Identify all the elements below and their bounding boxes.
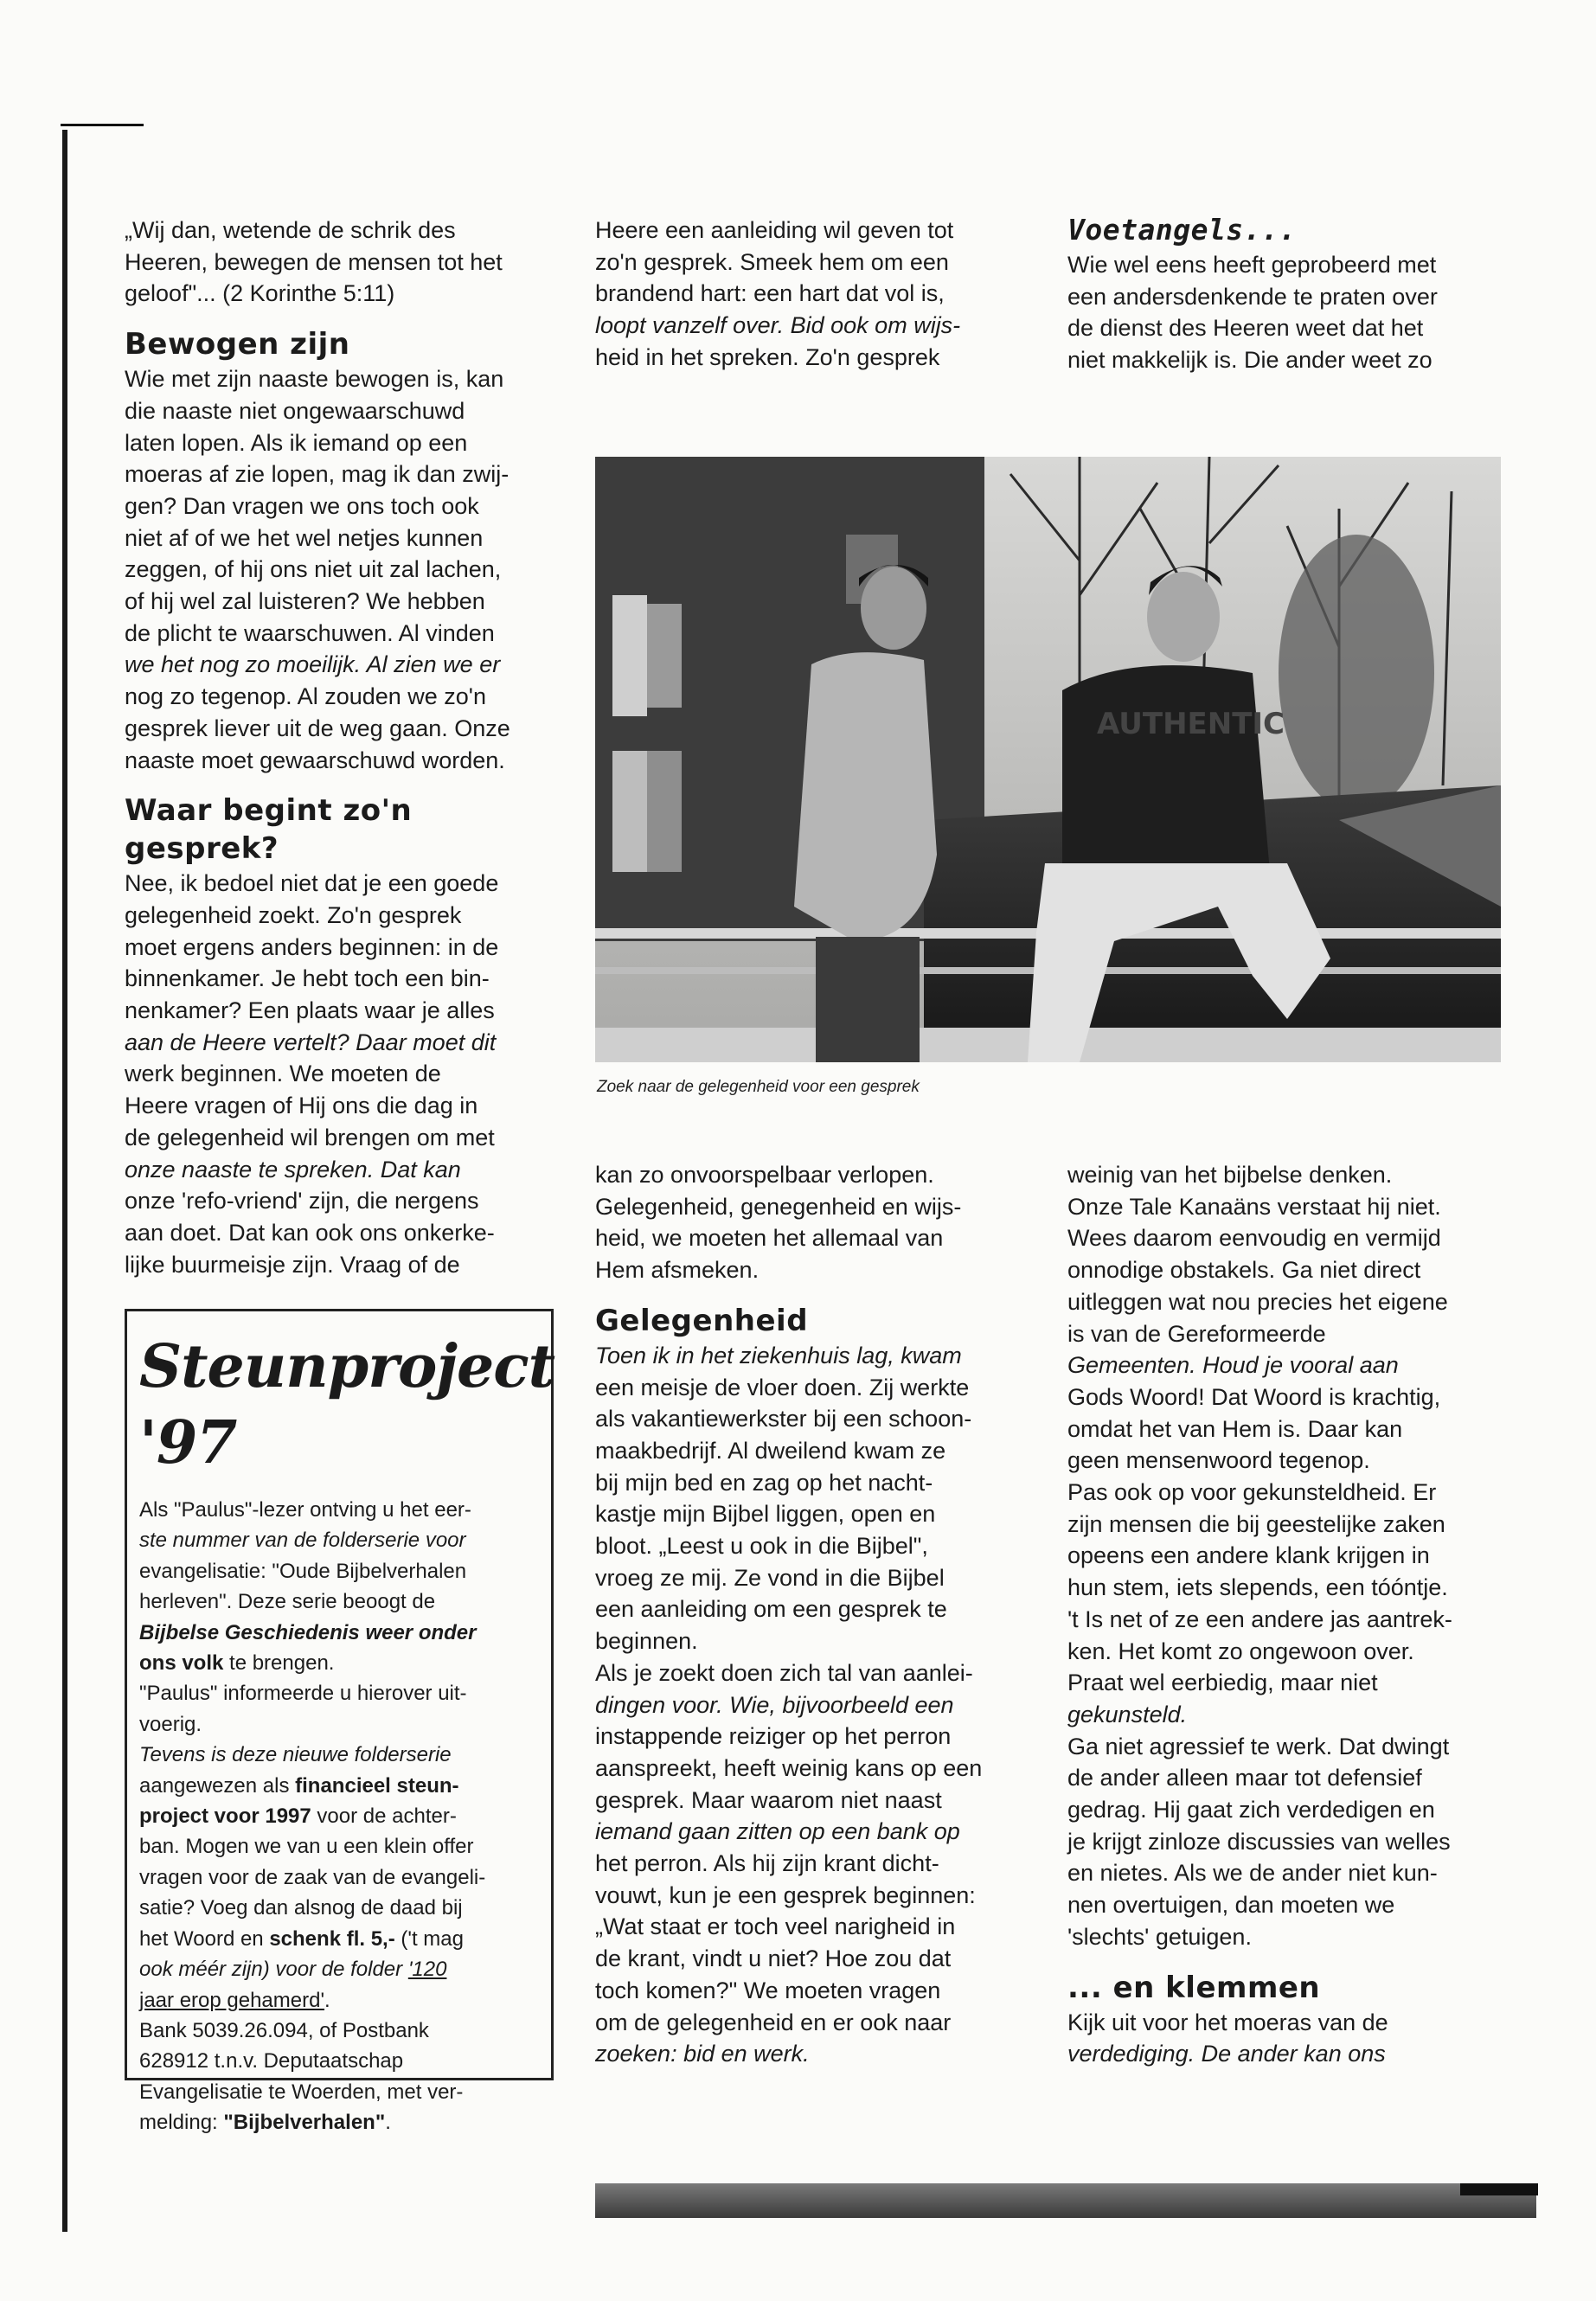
heading-voetangels: Voetangels...: [1067, 213, 1297, 247]
heading-en-klemmen: ... en klemmen: [1067, 1970, 1321, 2005]
text-line: Nee, ik bedoel niet dat je een goede: [125, 870, 499, 897]
text-line: onnodige obstakels. Ga niet direct: [1067, 1257, 1421, 1284]
text-line: nenkamer? Een plaats waar je alles: [125, 997, 495, 1024]
text-line: vouwt, kun je een gesprek beginnen:: [595, 1881, 976, 1908]
text-line: Wie wel eens heeft geprobeerd met: [1067, 252, 1437, 278]
text-line: ken. Het komt zo ongewoon over.: [1067, 1638, 1414, 1664]
shirt-lettering: AUTHENTIC: [1097, 707, 1285, 741]
text-line: 't Is net of ze een andere jas aantrek-: [1067, 1606, 1452, 1632]
text-line: een meisje de vloer doen. Zij werkte: [595, 1374, 970, 1400]
text-line: bij mijn bed en zag op het nacht-: [595, 1469, 933, 1496]
left-margin-rule: [62, 130, 67, 2232]
box-text: ('t mag: [394, 1926, 464, 1951]
text-line: Gemeenten. Houd je vooral aan: [1067, 1352, 1399, 1379]
text-line: 'slechts' getuigen.: [1067, 1923, 1252, 1950]
text-line: gelegenheid zoekt. Zo'n gesprek: [125, 901, 462, 928]
column-2-top: [595, 215, 1045, 374]
text-line: uitleggen wat nou precies het eigene: [1067, 1288, 1448, 1315]
text-line: geen mensenwoord tegenop.: [1067, 1447, 1370, 1474]
heading-waar-begint: Waar begint zo'n gesprek?: [125, 793, 413, 867]
text-line: maakbedrijf. Al dweilend kwam ze: [595, 1437, 946, 1464]
box-text: melding:: [139, 2111, 224, 2135]
bottom-bar: [595, 2183, 1536, 2218]
text-line: zijn mensen die bij geestelijke zaken: [1067, 1510, 1445, 1537]
text-line: aan de Heere vertelt? Daar moet dit: [125, 1029, 497, 1055]
text-line: en nietes. Als we de ander niet kun-: [1067, 1860, 1438, 1887]
text-line: „Wat staat er toch veel narigheid in: [595, 1913, 956, 1940]
text-line: zeggen, of hij ons niet uit zal lachen,: [125, 556, 502, 583]
box-text: voor de achter-: [311, 1804, 457, 1829]
willow-tree: [1279, 535, 1434, 811]
text-line: je krijgt zinloze discussies van welles: [1067, 1828, 1451, 1855]
paragraph-waar-begint: [125, 868, 557, 1280]
heading-bewogen: Bewogen zijn: [125, 327, 350, 362]
text-line: Heere een aanleiding wil geven tot: [595, 217, 954, 243]
text-line: de plicht te waarschuwen. Al vinden: [125, 619, 495, 646]
box-text: .: [324, 1988, 330, 2012]
text-line: Praat wel eerbiedig, maar niet: [1067, 1670, 1378, 1696]
text-line: verdediging. De ander kan ons: [1067, 2041, 1386, 2067]
text-line: lijke buurmeisje zijn. Vraag of de: [125, 1251, 460, 1278]
text-line: die naaste niet ongewaarschuwd: [125, 397, 465, 424]
text-line: instappende reiziger op het perron: [595, 1723, 952, 1750]
text-line: Heere vragen of Hij ons die dag in: [125, 1093, 478, 1119]
text-line: is van de Gereformeerde: [1067, 1320, 1326, 1347]
text-line: niet af of we het wel netjes kunnen: [125, 524, 484, 551]
text-line: gedrag. Hij gaat zich verdedigen en: [1067, 1797, 1435, 1823]
text-line: niet makkelijk is. Die ander weet zo: [1067, 347, 1433, 374]
text-line: iemand gaan zitten op een bank op: [595, 1818, 960, 1845]
box-line: "Paulus" informeerde u hierover uit-: [139, 1682, 467, 1706]
photo-illustration: [595, 457, 1501, 1062]
paragraph-bewogen: [125, 363, 557, 776]
window: [647, 751, 682, 872]
bottom-bar-dark: [1460, 2183, 1538, 2195]
text-line: heid, we moeten het allemaal van: [595, 1225, 944, 1252]
text-line: onze naaste te spreken. Dat kan: [125, 1156, 461, 1183]
text-line: gesprek liever uit de weg gaan. Onze: [125, 715, 510, 741]
box-line: herleven". Deze serie beoogt de: [139, 1590, 436, 1614]
text-line: Onze Tale Kanaäns verstaat hij niet.: [1067, 1193, 1441, 1220]
text-line: Hem afsmeken.: [595, 1257, 760, 1284]
text-line: Wees daarom eenvoudig en vermijd: [1067, 1225, 1441, 1252]
column-3-bottom: [1067, 1159, 1535, 2070]
intro-quote: [125, 215, 557, 310]
heading-gelegenheid: Gelegenheid: [595, 1303, 809, 1338]
text-line: zoeken: bid en werk.: [595, 2041, 810, 2067]
text-line: de dienst des Heeren weet dat het: [1067, 315, 1424, 342]
text-line: beginnen.: [595, 1628, 698, 1655]
box-title: Steunproject '97: [139, 1332, 555, 1477]
text-line: moeras af zie lopen, mag ik dan zwij-: [125, 461, 510, 488]
text-line: werk beginnen. We moeten de: [125, 1061, 441, 1087]
text-line: of hij wel zal luisteren? We hebben: [125, 588, 485, 615]
box-bold: schenk fl. 5,-: [269, 1926, 395, 1951]
text-line: geloof"... (2 Korinthe 5:11): [125, 280, 395, 307]
text-line: laten lopen. Als ik iemand op een: [125, 429, 468, 456]
text-line: moet ergens anders beginnen: in de: [125, 933, 499, 960]
text-line: gen? Dan vragen we ons toch ook: [125, 492, 479, 519]
box-line: Als "Paulus"-lezer ontving u het eer-: [139, 1498, 471, 1522]
box-text: aangewezen als: [139, 1773, 296, 1798]
text-line: Heeren, bewegen de mensen tot het: [125, 248, 503, 275]
text-line: Als je zoekt doen zich tal van aanlei-: [595, 1659, 973, 1686]
text-line: bloot. „Leest u ook in die Bijbel",: [595, 1533, 928, 1560]
text-line: gesprek. Maar waarom niet naast: [595, 1786, 942, 1813]
text-line: dingen voor. Wie, bijvoorbeeld een: [595, 1691, 954, 1718]
photo-caption: Zoek naar de gelegenheid voor een gesprek: [597, 1078, 920, 1096]
text-line: brandend hart: een hart dat vol is,: [595, 280, 945, 307]
box-line: Tevens is deze nieuwe folderserie: [139, 1743, 452, 1767]
text-line: naaste moet gewaarschuwd worden.: [125, 747, 505, 773]
article-photo: [595, 457, 1501, 1062]
text-line: Gods Woord! Dat Woord is krachtig,: [1067, 1383, 1441, 1410]
text-line: een aanleiding om een gesprek te: [595, 1596, 947, 1623]
column-2-bottom: [595, 1159, 1045, 2070]
steunproject-box: [125, 1309, 555, 2135]
column-1: [125, 215, 557, 1280]
text-line: Kijk uit voor het moeras van de: [1067, 2009, 1388, 2035]
text-line: nen overtuigen, dan moeten we: [1067, 1892, 1395, 1919]
text-line: heid in het spreken. Zo'n gesprek: [595, 343, 940, 370]
box-text: het Woord en: [139, 1926, 270, 1951]
text-line: kan zo onvoorspelbaar verlopen.: [595, 1162, 934, 1188]
folder-title-link: jaar erop gehamerd': [139, 1988, 325, 2012]
box-bold: financieel steun-: [295, 1773, 459, 1798]
box-line: ban. Mogen we van u een klein offer: [139, 1835, 474, 1859]
box-line: ste nummer van de folderserie voor: [139, 1529, 466, 1553]
text-line: de gelegenheid wil brengen om met: [125, 1124, 495, 1150]
text-line: als vakantiewerkster bij een schoon-: [595, 1406, 972, 1433]
window: [612, 751, 647, 872]
text-line: het perron. Als hij zijn krant dicht-: [595, 1850, 939, 1877]
text-line: weinig van het bijbelse denken.: [1067, 1162, 1393, 1188]
text-line: Pas ook op voor gekunsteldheid. Er: [1067, 1479, 1437, 1506]
box-line: Evangelisatie te Woerden, met ver-: [139, 2080, 464, 2104]
text-line: kastje mijn Bijbel liggen, open en: [595, 1501, 936, 1528]
text-line: zo'n gesprek. Smeek hem om een: [595, 248, 949, 275]
box-bold: project voor 1997: [139, 1804, 311, 1829]
text-line: loopt vanzelf over. Bid ook om wijs-: [595, 312, 961, 339]
text-line: aan doet. Dat kan ook ons onkerke-: [125, 1219, 495, 1246]
box-text: .: [385, 2111, 391, 2135]
box-line: satie? Voeg dan alsnog de daad bij: [139, 1896, 463, 1920]
folder-title-link: '120: [407, 1958, 447, 1982]
text-line: de ander alleen maar tot defensief: [1067, 1765, 1422, 1791]
text-line: „Wij dan, wetende de schrik des: [125, 217, 456, 243]
text-line: nog zo tegenop. Al zouden we zo'n: [125, 683, 486, 710]
window: [647, 604, 682, 708]
box-text: ook méér zijn) voor de folder: [139, 1958, 408, 1982]
text-line: onze 'refo-vriend' zijn, die nergens: [125, 1188, 479, 1215]
column-3-top: [1067, 211, 1517, 376]
text-line: Toen ik in het ziekenhuis lag, kwam: [595, 1342, 962, 1368]
text-line: Ga niet agressief te werk. Dat dwingt: [1067, 1733, 1450, 1759]
text-line: een andersdenkende te praten over: [1067, 283, 1438, 310]
text-line: vroeg ze mij. Ze vond in die Bijbel: [595, 1564, 945, 1591]
text-line: opeens een andere klank krijgen in: [1067, 1542, 1430, 1569]
text-line: toch komen?" We moeten vragen: [595, 1977, 941, 2003]
box-bold: Bijbelse Geschiedenis weer onder: [139, 1620, 477, 1644]
text-line: aanspreekt, heeft weinig kans op een: [595, 1754, 983, 1781]
text-line: omdat het van Hem is. Daar kan: [1067, 1415, 1403, 1442]
box-line: vragen voor de zaak van de evangeli-: [139, 1865, 486, 1889]
box-line: evangelisatie: "Oude Bijbelverhalen: [139, 1559, 467, 1583]
text-line: Gelegenheid, genegenheid en wijs-: [595, 1193, 962, 1220]
box-bold: ons volk: [139, 1651, 224, 1676]
box-bold: "Bijbelverhalen": [223, 2111, 386, 2135]
text-line: Wie met zijn naaste bewogen is, kan: [125, 366, 504, 393]
box-line: voerig.: [139, 1712, 202, 1736]
text-line: de krant, vindt u niet? Hoe zou dat: [595, 1945, 952, 1972]
text-line: hun stem, iets slepends, een tóóntje.: [1067, 1574, 1448, 1601]
text-line: gekunsteld.: [1067, 1701, 1188, 1727]
box-line: 628912 t.n.v. Deputaatschap: [139, 2049, 404, 2073]
box-line: Bank 5039.26.094, of Postbank: [139, 2018, 429, 2042]
text-line: binnenkamer. Je hebt toch een bin-: [125, 965, 490, 992]
text-line: we het nog zo moeilijk. Al zien we er: [125, 651, 501, 678]
box-text: te brengen.: [223, 1651, 335, 1676]
top-rule: [61, 124, 144, 126]
window: [612, 595, 647, 716]
text-line: om de gelegenheid en er ook naar: [595, 2009, 952, 2035]
